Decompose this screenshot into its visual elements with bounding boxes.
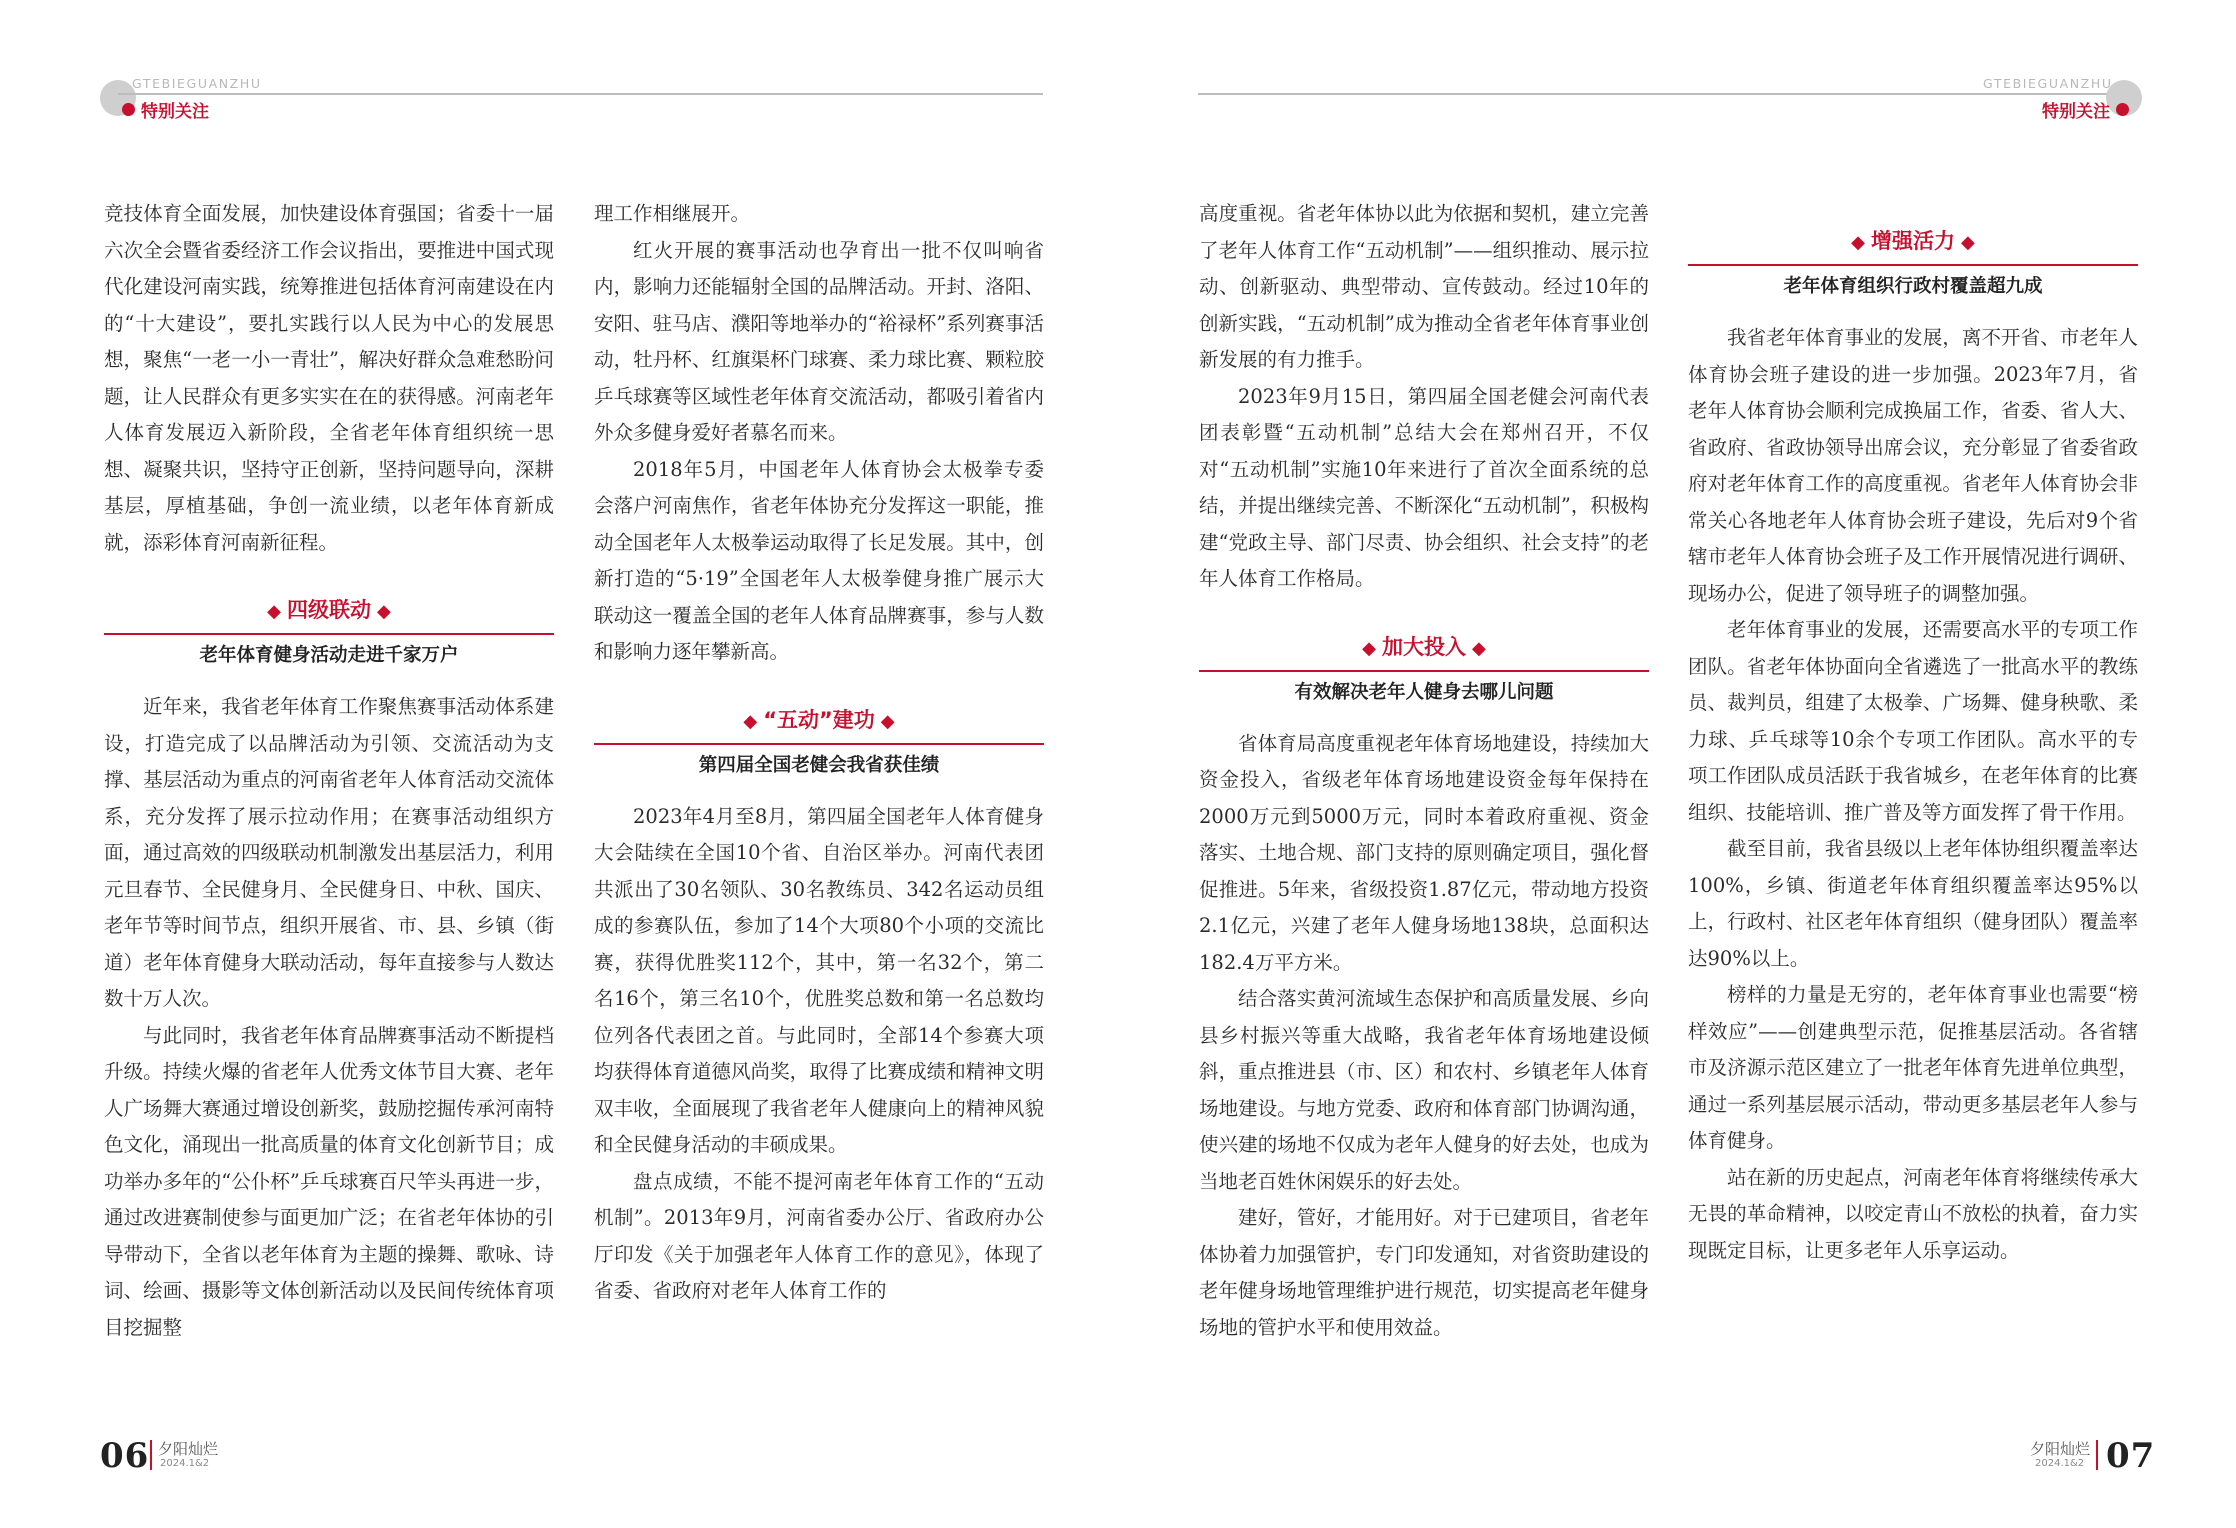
paragraph: 2018年5月，中国老年人体育协会太极拳专委会落户河南焦作，省老年体协充分发挥这一职能，推动全国老年人太极拳运动取得了长足发展。其中，创新打造的“5·19”全国老年人太极拳健身推广展示大联动这一覆盖全国的老年人体育品牌赛事，参与人数和影响力逐年攀新高。 <box>594 457 1044 663</box>
footer-magazine-name: 夕阳灿烂 <box>2030 1440 2091 1458</box>
section-subtitle: 有效解决老年人健身去哪儿问题 <box>1294 681 1554 703</box>
diamond-icon: ◆ <box>1961 232 1975 253</box>
footer-divider <box>2096 1440 2098 1470</box>
header-section-label <box>122 97 209 122</box>
header-english-label: GTEBIEGUANZHU <box>1983 76 2113 91</box>
header-rule <box>118 93 1043 95</box>
section-rule <box>594 743 1044 745</box>
section-title <box>104 595 554 627</box>
column-1 <box>104 196 554 1346</box>
footer-issue: 2024.1&2 <box>2035 1458 2085 1469</box>
paragraph: 近年来，我省老年体育工作聚焦赛事活动体系建设，打造完成了以品牌活动为引领、交流活动为支撑、基层活动为重点的河南省老年人体育活动交流体系，充分发挥了展示拉动作用；在赛事活动组织方面，通过高效的四级联动机制激发出基层活力，利用元旦春节、全民健身月、全民健身日、中秋、国庆、老年节等时间节点，组织开展省、市、县、乡镇（街道）老年体育健身大联动活动，每年直接参与人数达数十万人次。 <box>104 695 554 1010</box>
section-title <box>1688 226 2138 258</box>
paragraph: 我省老年体育事业的发展，离不开省、市老年人体育协会班子建设的进一步加强。2023年7月，省老年人体育协会顺利完成换届工作，省委、省人大、省政府、省政协领导出席会议，充分彰显了省委省政府对老年体育工作的高度重视。省老年人体育协会非常关心各地老年人体育协会班子建设，先后对9个省辖市老年人体育协会班子及工作开展情况进行调研、现场办公，促进了领导班子的调整加强。 <box>1688 326 2138 605</box>
paragraph: 截至目前，我省县级以上老年体协组织覆盖率达100%，乡镇、街道老年体育组织覆盖率达95%以上，行政村、社区老年体育组织（健身团队）覆盖率达90%以上。 <box>1688 837 2138 970</box>
column-4 <box>1688 226 2138 1269</box>
diamond-icon: ◆ <box>1362 637 1376 659</box>
header-section-label <box>2042 97 2129 122</box>
section-heading <box>1688 226 2138 304</box>
footer-divider <box>150 1440 152 1470</box>
section-title <box>594 705 1044 737</box>
diamond-icon: ◆ <box>743 710 758 732</box>
paragraph: 榜样的力量是无穷的，老年体育事业也需要“榜样效应”——创建典型示范，促推基层活动。各省辖市及济源示范区建立了一批老年体育先进单位典型，通过一系列基层展示活动，带动更多基层老年人参与体育健身。 <box>1688 983 2138 1152</box>
footer-magazine-name: 夕阳灿烂 <box>158 1440 219 1458</box>
paragraph: 与此同时，我省老年体育品牌赛事活动不断提档升级。持续火爆的省老年人优秀文体节目大赛、老年人广场舞大赛通过增设创新奖，鼓励挖掘传承河南特色文化，涌现出一批高质量的体育文化创新节目；成功举办多年的“公仆杯”乒乓球赛百尺竿头再进一步，通过改进赛制使参与面更加广泛；在省老年体协的引导带动下，全省以老年体育为主题的操舞、歌咏、诗词、绘画、摄影等文体创新活动以及民间传统体育项目挖掘整 <box>104 1023 554 1339</box>
page-number-left: 06 <box>100 1436 150 1476</box>
section-title <box>1199 632 1649 664</box>
section-subtitle: 老年体育组织行政村覆盖超九成 <box>1783 276 2043 297</box>
diamond-icon: ◆ <box>267 601 281 622</box>
right-page <box>1118 0 2236 1528</box>
section-title-text: 增强活力 <box>1871 229 1955 253</box>
page-number-right: 07 <box>2106 1436 2156 1476</box>
paragraph: 红火开展的赛事活动也孕育出一批不仅叫响省内，影响力还能辐射全国的品牌活动。开封、洛阳、安阳、驻马店、濮阳等地举办的“裕禄杯”系列赛事活动，牡丹杯、红旗渠杯门球赛、柔力球比赛、颗粒胶乒乓球赛等区域性老年体育交流活动，都吸引着省内外众多健身爱好者慕名而来。 <box>594 238 1044 444</box>
paragraph: 建好，管好，才能用好。对于已建项目，省老年体协着力加强管护，专门印发通知，对省资助建设的老年健身场地管理维护进行规范，切实提高老年健身场地的管护水平和使用效益。 <box>1199 1206 1649 1339</box>
header-red-dot-icon <box>122 103 135 116</box>
paragraph: 结合落实黄河流域生态保护和高质量发展、乡向县乡村振兴等重大战略，我省老年体育场地建设倾斜，重点推进县（市、区）和农村、乡镇老年人体育场地建设。与地方党委、政府和体育部门协调沟通，使兴建的场地不仅成为老年人健身的好去处，也成为当地老百姓休闲娱乐的好去处。 <box>1199 987 1649 1193</box>
paragraph: 老年体育事业的发展，还需要高水平的专项工作团队。省老年体协面向全省遴选了一批高水平的教练员、裁判员，组建了太极拳、广场舞、健身秧歌、柔力球、乒乓球等10余个专项工作团队。高水平的专项工作团队成员活跃于我省城乡，在老年体育的比赛组织、技能培训、推广普及等方面发挥了骨干作用。 <box>1688 618 2138 824</box>
diamond-icon: ◆ <box>377 601 391 622</box>
column-2 <box>594 196 1044 1310</box>
diamond-icon: ◆ <box>1851 232 1865 253</box>
section-rule <box>104 633 554 635</box>
paragraph: 理工作相继展开。 <box>594 202 751 225</box>
section-title-text: 四级联动 <box>287 598 371 622</box>
header-section-text: 特别关注 <box>141 102 209 122</box>
section-heading <box>1199 632 1649 710</box>
header-section-text: 特别关注 <box>2042 102 2110 122</box>
section-heading <box>594 705 1044 783</box>
paragraph: 省体育局高度重视老年体育场地建设，持续加大资金投入，省级老年体育场地建设资金每年保持在2000万元到5000万元，同时本着政府重视、资金落实、土地合规、部门支持的原则确定项目，强化督促推进。5年来，省级投资1.87亿元，带动地方投资2.1亿元，兴建了老年人健身场地138块，总面积达182.4万平方米。 <box>1199 731 1649 974</box>
paragraph: 站在新的历史起点，河南老年体育将继续传承大无畏的革命精神，以咬定青山不放松的执着，奋力实现既定目标，让更多老年人乐享运动。 <box>1688 1165 2138 1262</box>
paragraph: 2023年4月至8月，第四届全国老年人体育健身大会陆续在全国10个省、自治区举办。河南代表团共派出了30名领队、30名教练员、342名运动员组成的参赛队伍，参加了14个大项80个小项的交流比赛，获得优胜奖112个，其中，第一名32个，第二名16个，第三名10个，优胜奖总数和第一名总数均位列各代表团之首。与此同时，全部14个参赛大项均获得体育道德风尚奖，取得了比赛成绩和精神文明双丰收，全面展现了我省老年人健康向上的精神风貌和全民健身活动的丰硕成果。 <box>594 804 1044 1156</box>
section-title-text: “五动”建功 <box>763 707 875 732</box>
footer-issue: 2024.1&2 <box>160 1458 210 1469</box>
diamond-icon: ◆ <box>1472 637 1486 659</box>
paragraph: 高度重视。省老年体协以此为依据和契机，建立完善了老年人体育工作“五动机制”——组织推动、展示拉动、创新驱动、典型带动、宣传鼓动。经过10年的创新实践，“五动机制”成为推动全省老年体育事业创新发展的有力推手。 <box>1199 202 1649 371</box>
column-3 <box>1199 196 1649 1346</box>
section-rule <box>1199 670 1649 672</box>
paragraph: 2023年9月15日，第四届全国老健会河南代表团表彰暨“五动机制”总结大会在郑州召开，不仅对“五动机制”实施10年来进行了首次全面系统的总结，并提出继续完善、不断深化“五动机制”，积极构建“党政主导、部门尽责、协会组织、社会支持”的老年人体育工作格局。 <box>1199 384 1649 590</box>
section-subtitle: 老年体育健身活动走进千家万户 <box>199 645 459 666</box>
section-heading <box>104 595 554 673</box>
section-rule <box>1688 264 2138 266</box>
paragraph: 竞技体育全面发展，加快建设体育强国；省委十一届六次全会暨省委经济工作会议指出，要推进中国式现代化建设河南实践，统筹推进包括体育河南建设在内的“十大建设”，要扎实践行以人民为中心的发展思想，聚焦“一老一小一青壮”，解决好群众急难愁盼问题，让人民群众有更多实实在在的获得感。河南老年人体育发展迈入新阶段，全省老年体育组织统一思想、凝聚共识，坚持守正创新，坚持问题导向，深耕基层，厚植基础，争创一流业绩，以老年体育新成就，添彩体育河南新征程。 <box>104 202 554 554</box>
section-subtitle: 第四届全国老健会我省获佳绩 <box>698 754 940 776</box>
section-title-text: 加大投入 <box>1382 634 1466 659</box>
header-rule <box>1198 93 2123 95</box>
diamond-icon: ◆ <box>880 710 895 732</box>
header-red-dot-icon <box>2116 103 2129 116</box>
paragraph: 盘点成绩，不能不提河南老年体育工作的“五动机制”。2013年9月，河南省委办公厅、省政府办公厅印发《关于加强老年人体育工作的意见》，体现了省委、省政府对老年人体育工作的 <box>594 1169 1044 1302</box>
header-english-label: GTEBIEGUANZHU <box>132 76 262 91</box>
